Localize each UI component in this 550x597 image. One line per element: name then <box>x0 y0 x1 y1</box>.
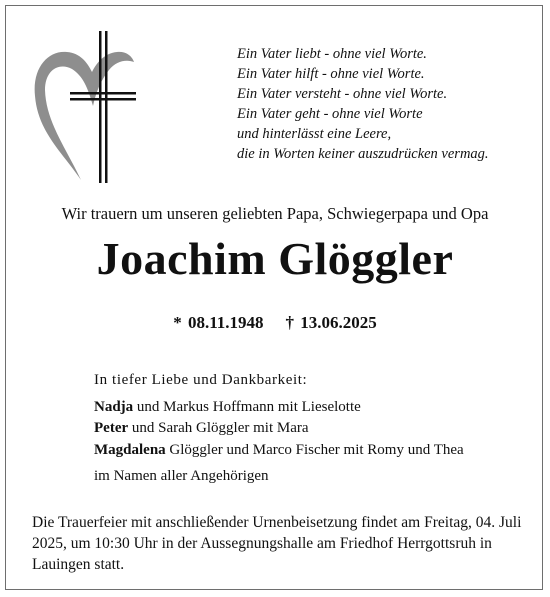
poem-line: Ein Vater geht - ohne viel Worte <box>237 106 423 122</box>
mourners-heading: In tiefer Liebe und Dankbarkeit: <box>94 372 308 388</box>
mourner-first-name: Peter <box>94 420 129 436</box>
mourner-line <box>94 440 464 462</box>
poem-line: Ein Vater versteht - ohne viel Worte. <box>237 86 448 102</box>
mourner-first-name: Nadja <box>94 398 134 415</box>
mourner-line <box>94 397 464 419</box>
life-dates <box>0 313 550 333</box>
mourner-first-name: Magdalena <box>94 441 166 458</box>
birth-date: * 08.11.1948 <box>173 313 264 332</box>
deceased-name: Joachim Glöggler <box>96 233 454 284</box>
service-info: Die Trauerfeier mit anschließender Urnenbeisetzung findet am Freitag, 04. Juli 2025, um 10:30 Uhr in der Aussegnungshalle am Friedhof Herrgottsruh in Lauingen statt. <box>32 514 522 573</box>
poem <box>237 44 489 164</box>
mourners-closing: im Namen aller Angehörigen <box>94 468 269 484</box>
poem-line: Ein Vater hilft - ohne viel Worte. <box>237 66 425 82</box>
heart-outline-icon <box>35 52 134 180</box>
mourner-line <box>94 418 464 440</box>
death-date: † 13.06.2025 <box>285 313 377 332</box>
mourner-rest: und Sarah Glöggler mit Mara <box>128 420 309 436</box>
emblem <box>26 28 136 188</box>
intro-text: Wir trauern um unseren geliebten Papa, Schwiegerpapa und Opa <box>61 204 489 223</box>
mourner-rest: und Markus Hoffmann mit Lieselotte <box>133 398 361 415</box>
poem-line: und hinterlässt eine Leere, <box>237 126 392 142</box>
poem-line: die in Worten keiner auszudrücken vermag. <box>237 146 489 162</box>
mourner-rest: Glöggler und Marco Fischer mit Romy und Thea <box>165 441 464 458</box>
poem-line: Ein Vater liebt - ohne viel Worte. <box>237 46 427 62</box>
mourners-list <box>94 370 464 488</box>
